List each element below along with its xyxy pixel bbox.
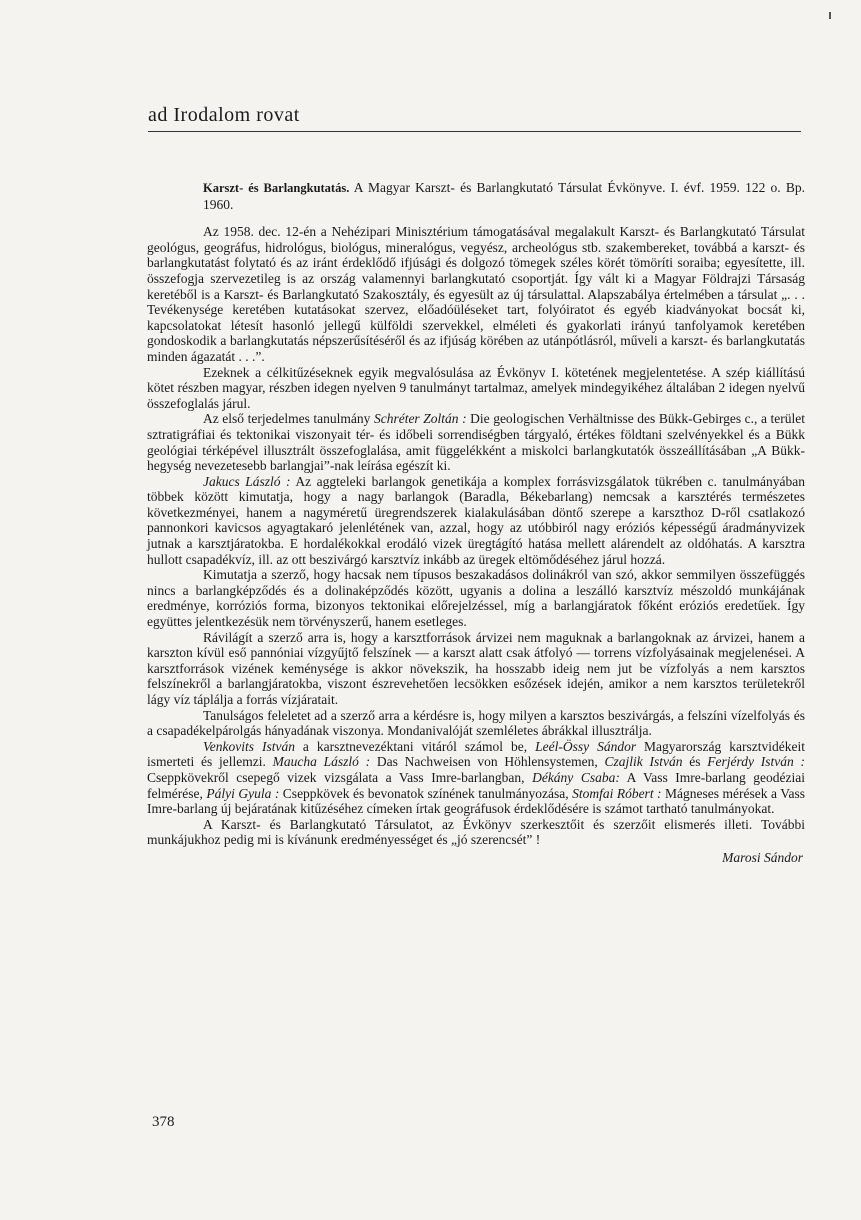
paragraph: Tanulságos feleletet ad a szerző arra a kérdésre is, hogy milyen a karsztos beszivárgás, a felszíni vízelfolyás és a csapadékelpárolgás hányadának viszonya. Mondanivalóját szemléletes ábrákkal illusztrálja. <box>147 707 805 739</box>
reviewer-signature: Marosi Sándor <box>722 849 803 865</box>
text: a karsztnevezéktani vitáról számol be, <box>294 738 536 754</box>
text: A Vass Imre-barlang geodéziai felmérése, <box>147 769 805 801</box>
author-name: Pályi Gyula : <box>206 785 280 801</box>
paragraph: Kimutatja a szerző, hogy hacsak nem típusos beszakadásos dolinákról van szó, akkor semmilyen összefüggés nincs a barlangképződés és a dolinaképződés között, ugyanis a dolina a leszálló karsztvíz mészoldó munkájának eredménye, korróziós forma, bizonyos tektonikai előrejelzéssel, míg a barlangjáratok főként eróziós eredetűek. Így együttes jelentkezésük nem törvényszerű, hanem esetleges. <box>147 567 805 630</box>
section-header: ad Irodalom rovat <box>148 104 300 126</box>
citation <box>147 180 805 212</box>
text: Die geologischen Verhältnisse des Bükk-Gebirges c., a terület sztratigráfiai és tektonikai viszonyait tér- és időbeli sorrendiségben tárgyaló, értékes földtani szelvényekkel és a Bükk geológiai térképével illusztrált összefoglalása, amit függelékként a miskolci barlangkutatók összeállításában „A Bükk-hegység nevezetesebb barlangjai”-nak leírása egészít ki. <box>147 411 805 474</box>
scan-mark <box>829 12 831 19</box>
text: Az aggteleki barlangok genetikája a komplex forrásvizsgálatok tükrében c. tanulmányában többek között kimutatja, hogy a nagy barlangok (Baradla, Békebarlang) nemcsak a karsztérés természetes következményei, hanem a nagyméretű üregrendszerek kialakulásában döntő szerepe a karszthoz D-ről csatlakozó pannonkori kavicsos agyagtakaró jelenlétének van, azzal, hogy az utóbbiról nagy eróziós képességű áradmányvizek jutnak a karsztjáratokba. E hordalékokkal erodáló vizek üregtágító hatása mellett alárendelt az oldóhatás. A karsztra hullott csapadékvíz, ill. az ott beszivárgó karsztvíz inkább az üregek eltömődéséhez járul hozzá. <box>147 473 805 567</box>
text: Az első terjedelmes tanulmány <box>203 411 374 427</box>
header-rule <box>148 131 801 132</box>
text: Cseppkövek és bevonatok színének tanulmányozása, <box>279 785 573 801</box>
author-name: Jakucs László : <box>203 473 291 489</box>
author-name: Schréter Zoltán : <box>373 411 467 427</box>
paragraph <box>147 411 805 473</box>
author-name: Venkovits István <box>203 738 295 754</box>
text: Mágneses mérések a Vass Imre-barlang új bejáratának kitűzéséhez címeken írtak geográfusok érdeklődésére is számot tartható tanulmányokat. <box>147 785 806 817</box>
author-name: Ferjérdy István : <box>707 754 806 770</box>
author-name: Dékány Csaba: <box>532 769 620 785</box>
paragraph: A Karszt- és Barlangkutató Társulatot, az Évkönyv szerkesztőit és szerzőit elismerés illeti. További munkájukhoz pedig mi is kívánunk eredményességet és „jó szerencsét” ! <box>147 816 805 848</box>
text: és <box>682 754 708 770</box>
page-number: 378 <box>152 1114 175 1130</box>
paragraph: Az 1958. dec. 12-én a Nehézipari Minisztérium támogatásával megalakult Karszt- és Barlangkutató Társulat geológus, geográfus, hidrológus, biológus, mineralógus, vegyész, archeológus stb. szakembereket, továbbá a karszt- és barlangkutatást folytató és az iránt érdeklődő ifjúsági és dolgozó tömegek széles körét tömöríti soraiba; egyesítette, ill. összefogja szervezetileg is az ország valamennyi barlangkutató csoportját. Így vált ki a Magyar Földrajzi Társaság keretéből is a Karszt- és Barlangkutató Szakosztály, és egyesült az új társulattal. Alapszabálya értelmében a társulat „. . . Tevékenysége keretében kutatásokat szervez, előadóüléseket tart, folyóiratot és egyéb kiadványokat bocsát ki, kapcsolatokat létesít hasonló jellegű külföldi szervekkel, elméleti és gyakorlati irányú tanfolyamok keretében gondoskodik a barlangkutatás népszerűsítéséről és az ifjúság körében az utánpótlásról, műveli a karszt- és barlangkutatás minden ágazatát . . .”. <box>147 224 805 364</box>
text: Magyarország karsztvidékeit ismerteti és jellemzi. <box>147 738 805 770</box>
text: Das Nachweisen von Höhlensystemen, <box>370 754 605 770</box>
author-name: Leél-Össy Sándor <box>535 738 637 754</box>
citation-details: A Magyar Karszt- és Barlangkutató Társulat Évkönyve. I. évf. 1959. 122 o. Bp. 1960. <box>203 180 805 212</box>
citation-title: Karszt- és Barlangkutatás. <box>203 181 350 195</box>
author-name: Stomfai Róbert : <box>572 785 662 801</box>
paragraph: Rávilágít a szerző arra is, hogy a karsztforrások árvizei nem maguknak a barlangoknak az árvizei, hanem a karszton kívül eső pannóniai vízgyűjtő felszínek — a karszt alatt csak átfolyó — torrens vízfolyásainak megjelenései. A karsztforrások vizének keménysége is akkor növekszik, ha hosszabb ideig nem jut be vízfolyás a nem karsztos felszínekről a barlangjáratokba, viszont észrevehetően lecsökken esőzések idején, amikor a nem karsztos területekről lágy víz táplálja a forrás vízjáratait. <box>147 629 805 707</box>
paragraph <box>147 474 805 568</box>
review-article <box>147 180 805 866</box>
author-name: Czajlik István <box>604 754 683 770</box>
author-name: Maucha László : <box>272 754 371 770</box>
paragraph <box>147 739 805 817</box>
paragraph: Ezeknek a célkitűzéseknek egyik megvalósulása az Évkönyv I. kötetének megjelentetése. A szép kiállítású kötet részben magyar, részben idegen nyelven 9 tanulmányt tartalmaz, amelyek mindegyikéhez általában 2 idegen nyelvű összefoglalás járul. <box>147 364 805 411</box>
text: Cseppkövekről csepegő vizek vizsgálata a Vass Imre-barlangban, <box>147 769 533 785</box>
